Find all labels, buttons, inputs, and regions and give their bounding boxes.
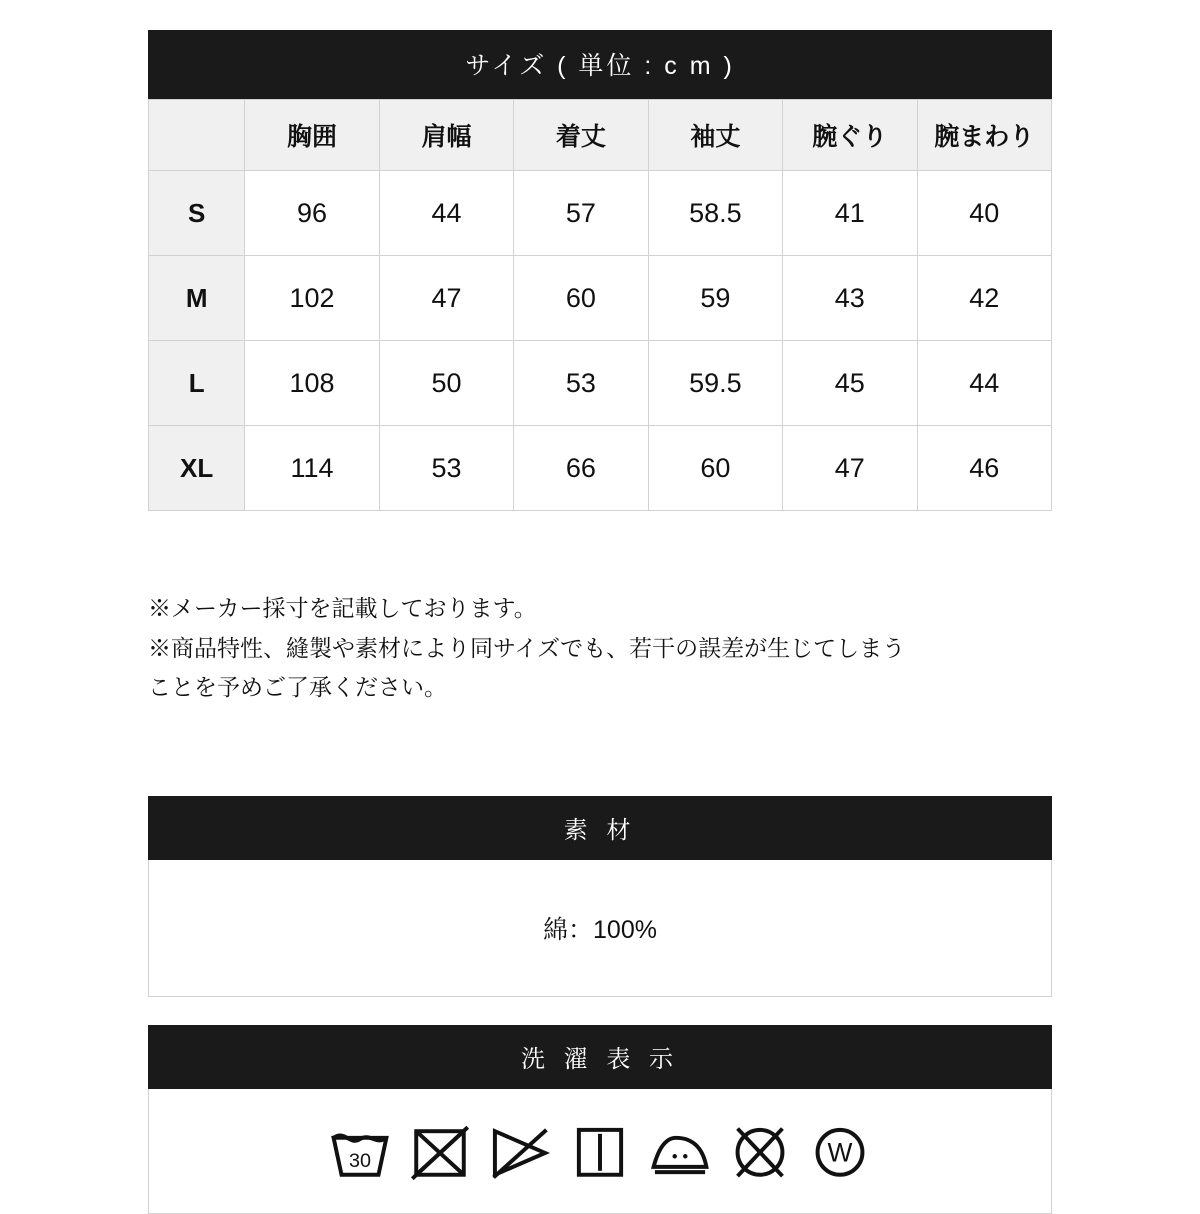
table-row xyxy=(149,256,1052,341)
table-row xyxy=(149,171,1052,256)
size-table-body xyxy=(149,171,1052,511)
table-row xyxy=(149,341,1052,426)
cell-l-shoulder: 50 xyxy=(379,341,513,426)
row-label-l: L xyxy=(149,341,245,426)
table-header-row xyxy=(149,100,1052,171)
no-bleach-icon xyxy=(407,1118,473,1184)
cell-l-bust: 108 xyxy=(245,341,379,426)
cell-m-shoulder: 47 xyxy=(379,256,513,341)
row-label-xl: XL xyxy=(149,426,245,511)
cell-xl-sleeve: 60 xyxy=(648,426,782,511)
size-table-head xyxy=(149,100,1052,171)
size-table xyxy=(148,99,1052,511)
product-spec-page xyxy=(148,30,1052,1214)
wet-clean-icon xyxy=(807,1118,873,1184)
material-section-body: 綿：100% xyxy=(148,860,1052,997)
size-col-header-armcircumference: 腕まわり xyxy=(917,100,1052,171)
cell-m-length: 60 xyxy=(514,256,648,341)
size-col-header-sleeve: 袖丈 xyxy=(648,100,782,171)
cell-s-armcirc: 40 xyxy=(917,171,1052,256)
cell-l-sleeve: 59.5 xyxy=(648,341,782,426)
cell-xl-shoulder: 53 xyxy=(379,426,513,511)
measurement-notes xyxy=(148,589,1028,708)
care-section-title: 洗 濯 表 示 xyxy=(148,1025,1052,1089)
material-section xyxy=(148,796,1052,997)
cell-xl-armcirc: 46 xyxy=(917,426,1052,511)
care-section xyxy=(148,1025,1052,1214)
cell-l-armhole: 45 xyxy=(783,341,917,426)
cell-s-armhole: 41 xyxy=(783,171,917,256)
row-label-m: M xyxy=(149,256,245,341)
cell-s-sleeve: 58.5 xyxy=(648,171,782,256)
cell-xl-armhole: 47 xyxy=(783,426,917,511)
svg-text:W: W xyxy=(827,1137,853,1168)
cell-m-armhole: 43 xyxy=(783,256,917,341)
cell-m-bust: 102 xyxy=(245,256,379,341)
note-line-2: ※商品特性、縫製や素材により同サイズでも、若干の誤差が生じてしまう xyxy=(148,634,906,661)
drip-dry-hang-icon xyxy=(567,1118,633,1184)
svg-text:30: 30 xyxy=(348,1149,372,1172)
size-col-header-shoulder: 肩幅 xyxy=(379,100,513,171)
size-section xyxy=(148,30,1052,511)
cell-xl-bust: 114 xyxy=(245,426,379,511)
cell-s-length: 57 xyxy=(514,171,648,256)
no-tumble-dry-icon xyxy=(487,1118,553,1184)
table-row xyxy=(149,426,1052,511)
cell-s-shoulder: 44 xyxy=(379,171,513,256)
size-col-header-blank xyxy=(149,100,245,171)
size-section-title: サイズ ( 単位 : c m ) xyxy=(148,30,1052,99)
size-col-header-armhole: 腕ぐり xyxy=(783,100,917,171)
cell-l-length: 53 xyxy=(514,341,648,426)
note-line-3: ことを予めご了承ください。 xyxy=(148,674,447,701)
cell-s-bust: 96 xyxy=(245,171,379,256)
cell-l-armcirc: 44 xyxy=(917,341,1052,426)
care-icon-row xyxy=(148,1089,1052,1214)
wash-30-icon xyxy=(327,1118,393,1184)
note-line-1: ※メーカー採寸を記載しております。 xyxy=(148,595,537,621)
row-label-s: S xyxy=(149,171,245,256)
size-col-header-bust: 胸囲 xyxy=(245,100,379,171)
size-col-header-length: 着丈 xyxy=(514,100,648,171)
no-dryclean-icon xyxy=(727,1118,793,1184)
cell-xl-length: 66 xyxy=(514,426,648,511)
cell-m-sleeve: 59 xyxy=(648,256,782,341)
iron-low-icon xyxy=(647,1118,713,1184)
material-section-title: 素 材 xyxy=(148,796,1052,860)
cell-m-armcirc: 42 xyxy=(917,256,1052,341)
